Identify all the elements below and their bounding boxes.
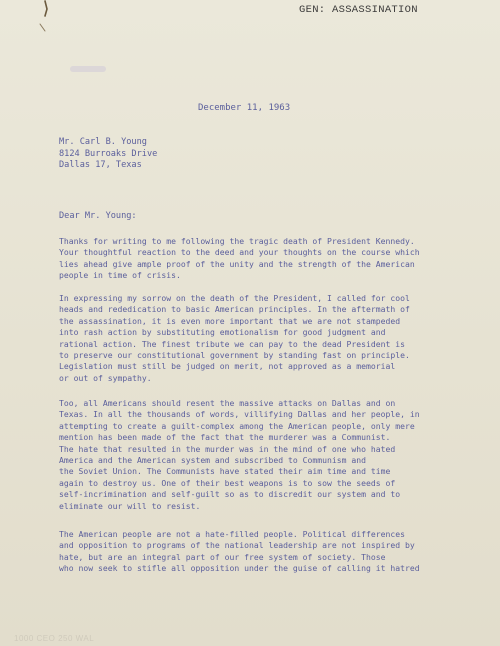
paragraph-line: or out of sympathy. [59,372,152,383]
ink-smudge [70,66,106,72]
paragraph-line: In expressing my sorrow on the death of the President, I called for cool [59,293,410,303]
paragraph-3 [59,398,420,512]
paragraph-line: Texas. In all the thousands of words, villifying Dallas and her people, in [59,409,420,420]
paragraph-line: mention has been made of the fact that the murderer was a Communist. [59,432,391,443]
paragraph-line: The American people are not a hate-filled people. Political differences [59,529,405,539]
paragraph-line: America and the American system and subscribed to Communism and [59,454,366,465]
paragraph-line: eliminate our will to resist. [59,500,201,511]
paragraph-line: and opposition to programs of the national leadership are not inspired by [59,540,415,551]
print-code: 1000 CEO 250 WAL [14,634,95,643]
letter-date: December 11, 1963 [198,103,291,113]
paragraph-line: self-incrimination and self-guilt so as to discredit our system and to [59,489,401,500]
paragraph-line: the assassination, it is even more important that we are not stampeded [59,315,401,326]
paragraph-line: into rash action by substituting emotionalism for good judgment and [59,327,386,338]
paragraph-line: hate, but are an integral part of our free system of society. Those [59,551,386,562]
recipient-street: 8124 Burroaks Drive [59,149,158,159]
paragraph-line: the Soviet Union. The Communists have stated their aim time and time [59,466,391,477]
salutation: Dear Mr. Young: [59,211,137,221]
paragraph-line: to preserve our constitutional government by standing fast on principle. [59,349,410,360]
recipient-city: Dallas 17, Texas [59,160,142,170]
paragraph-1 [59,236,420,282]
paragraph-line: rational action. The finest tribute we can pay to the dead President is [59,338,405,349]
paragraph-line: heads and rededication to basic American principles. In the aftermath of [59,304,410,315]
category-label: GEN: ASSASSINATION [299,4,418,16]
paragraph-2 [59,293,410,384]
paragraph-line: lies ahead give ample proof of the unity and the strength of the American [59,258,415,269]
paragraph-line: Too, all Americans should resent the massive attacks on Dallas and on [59,398,396,408]
paragraph-line: people in time of crisis. [59,270,181,281]
paragraph-line: Your thoughtful reaction to the deed and your thoughts on the course which [59,247,420,258]
pencil-mark-icon [36,0,52,36]
paragraph-line: who now seek to stifle all opposition under the guise of calling it hatred [59,563,420,574]
paragraph-line: Legislation must still be judged on merit, not approved as a memorial [59,361,396,372]
paragraph-line: The hate that resulted in the murder was in the mind of one who hated [59,443,396,454]
paragraph-line: Thanks for writing to me following the tragic death of President Kennedy. [59,236,415,246]
paragraph-line: again to destroy us. One of their best weapons is to sow the seeds of [59,477,396,488]
recipient-name: Mr. Carl B. Young [59,137,147,147]
paragraph-line: attempting to create a guilt-complex among the American people, only mere [59,420,415,431]
paragraph-4 [59,529,420,575]
